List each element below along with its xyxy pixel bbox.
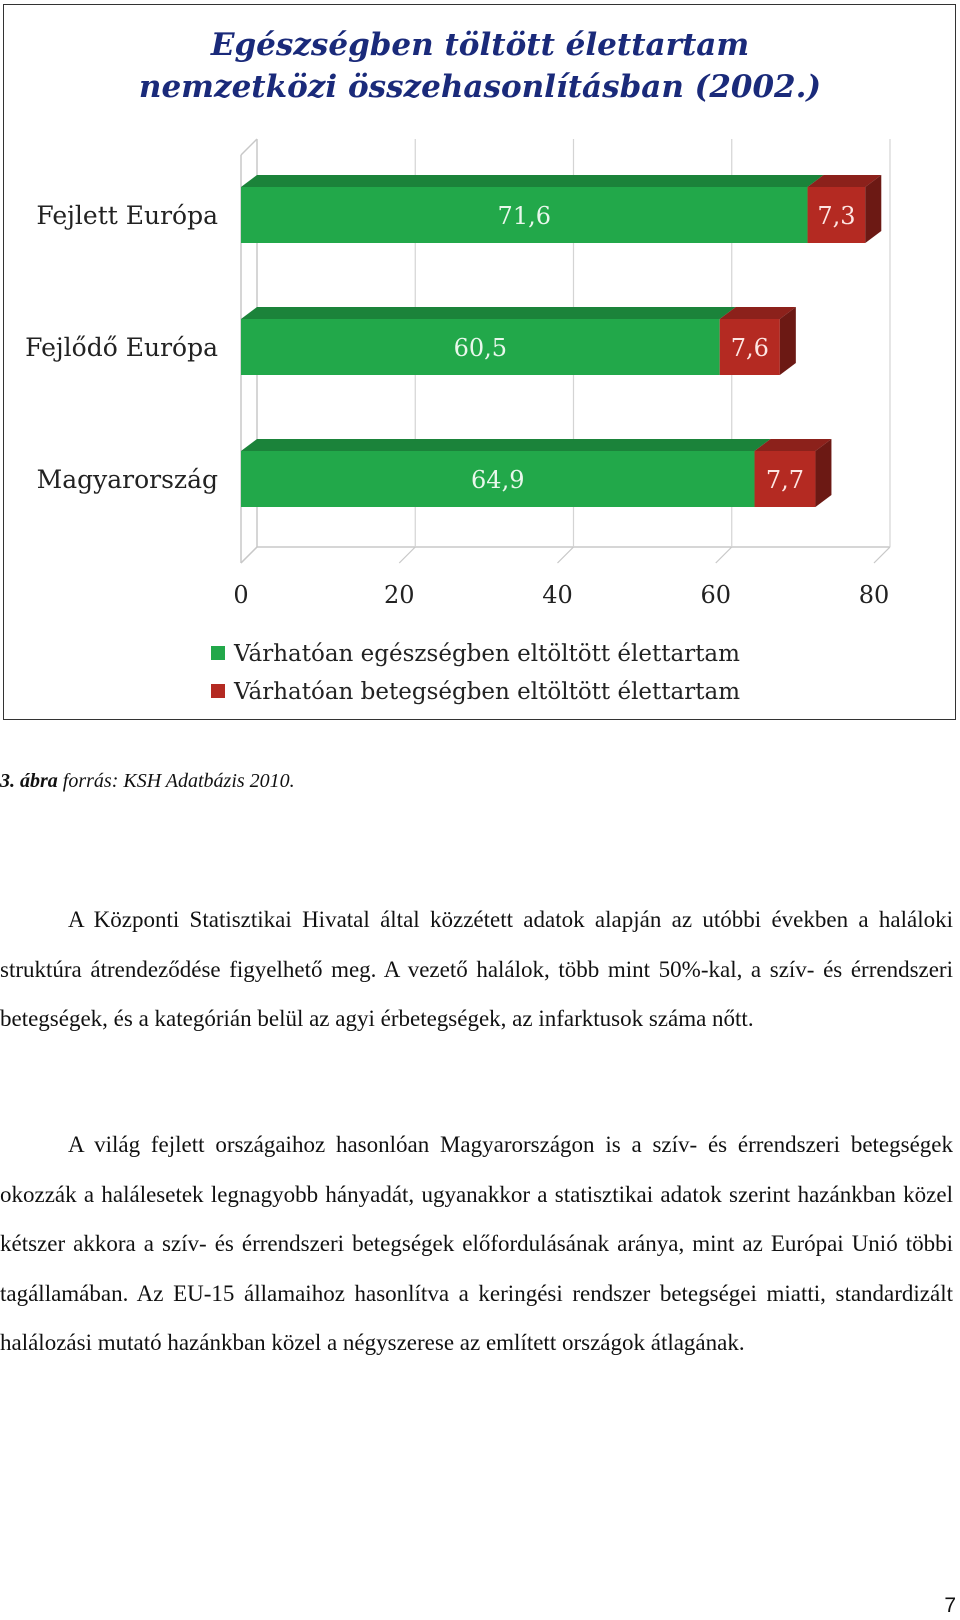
chart-title-line1: Egészségben töltött élettartam	[210, 27, 750, 63]
bar-side-face	[780, 307, 796, 375]
bar-value-label: 71,6	[497, 202, 551, 230]
bar-value-label: 7,7	[765, 466, 805, 494]
legend-swatch	[211, 646, 225, 660]
x-tick-label: 80	[858, 581, 890, 609]
x-tick-label: 20	[383, 581, 415, 609]
gridline-floor	[241, 547, 257, 563]
bar-value-label: 60,5	[453, 334, 508, 362]
bar-top-face	[241, 439, 771, 451]
x-tick-label: 60	[700, 581, 732, 609]
legend-label: Várhatóan betegségben eltöltött élettartam	[234, 679, 740, 705]
bar-value-label: 7,6	[730, 334, 769, 362]
caption-figure-number: 3. ábra	[0, 770, 58, 792]
bar-value-label: 7,3	[817, 202, 856, 230]
page-number: 7	[944, 1594, 956, 1617]
bar-top-face	[241, 307, 736, 319]
bar-value-label: 64,9	[471, 466, 525, 494]
legend-label: Várhatóan egészségben eltöltött élettartam	[234, 641, 740, 667]
gridline-floor	[558, 547, 574, 563]
bar-top-face	[241, 175, 824, 187]
gridline-floor	[874, 547, 890, 563]
paragraph-1-text: A Központi Statisztikai Hivatal által közzétett adatok alapján az utóbbi években a haláloki struktúra átrendeződése figyelhető meg. A vezető halálok, több mint 50%-kal, a szív- és érrendszeri betegségek, és a kategórián belül az agyi érbetegségek, az infarktusok száma nőtt.	[0, 907, 953, 1032]
x-tick-label: 40	[542, 581, 573, 609]
bar-side-face	[865, 175, 881, 243]
category-label: Magyarország	[36, 465, 218, 494]
paragraph-2	[0, 1120, 953, 1368]
category-label: Fejlett Európa	[36, 201, 218, 230]
gridline-floor	[716, 547, 732, 563]
figure-caption	[0, 770, 295, 793]
gridline-floor	[399, 547, 415, 563]
paragraph-1	[0, 895, 953, 1044]
legend-swatch	[211, 684, 225, 698]
bar-side-face	[815, 439, 831, 507]
x-tick-label: 0	[233, 581, 249, 609]
category-label: Fejlődő Európa	[25, 333, 218, 362]
stacked-bar-chart	[4, 5, 957, 721]
chart-back-wall-top	[241, 139, 257, 155]
paragraph-2-text: A világ fejlett országaihoz hasonlóan Magyarországon is a szív- és érrendszeri betegségek okozzák a halálesetek legnagyobb hányadát, ugyanakkor a statisztikai adatok szerint hazánkban közel kétszer akkora a szív- és érrendszeri betegségek előfordulásának aránya, mint az Európai Unió többi tagállamában. Az EU-15 államaihoz hasonlítva a keringési rendszer betegségei miatti, standardizált halálozási mutató hazánkban közel a négyszerese az említett országok átlagának.	[0, 1132, 953, 1356]
chart-frame	[3, 4, 956, 720]
chart-title-line2: nemzetközi összehasonlításban (2002.)	[138, 69, 822, 105]
caption-source: forrás: KSH Adatbázis 2010.	[57, 770, 295, 792]
